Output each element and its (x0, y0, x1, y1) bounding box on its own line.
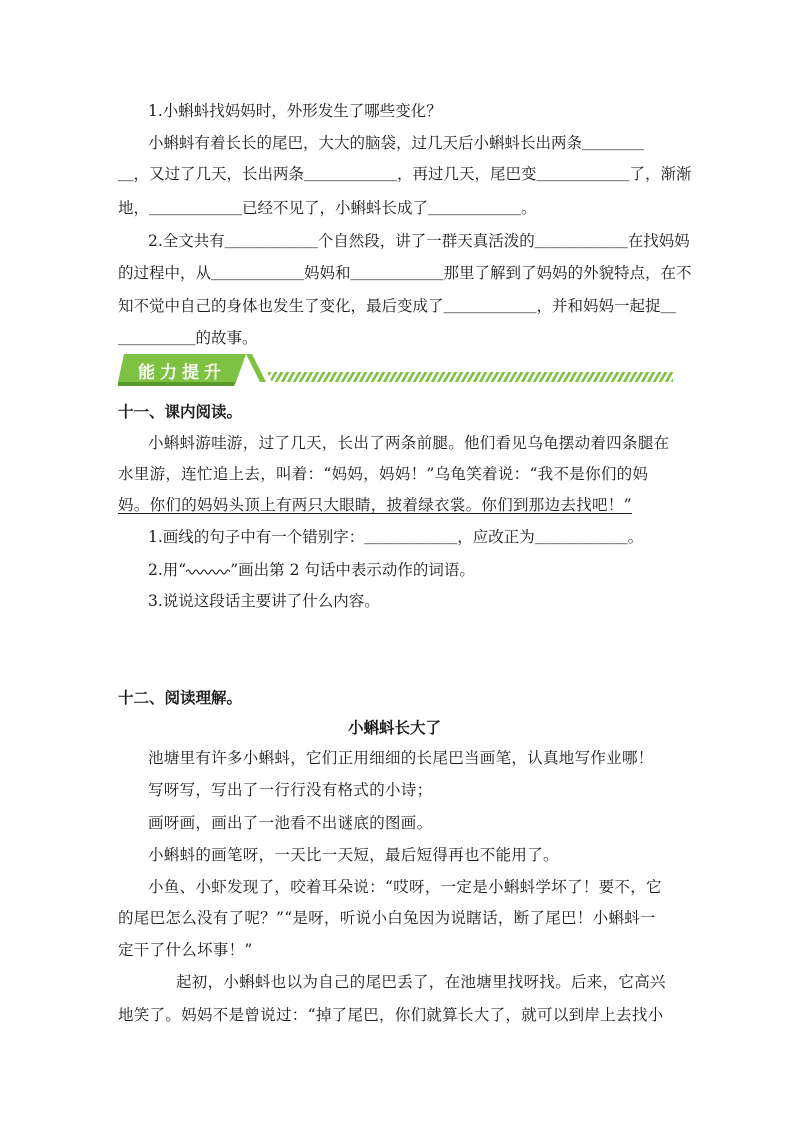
question-11-2-prefix: 2.用“ (148, 561, 187, 579)
answer-1-line-2: ＿，又过了几天，长出两条＿＿＿＿＿＿，再过几天，尾巴变＿＿＿＿＿＿了，渐渐 (118, 165, 692, 183)
passage-12-p2: 写呀写，写出了一行行没有格式的小诗； (148, 781, 433, 799)
question-2-line-1: 2.全文共有＿＿＿＿＿＿个自然段，讲了一群天真活泼的＿＿＿＿＿＿在找妈妈 (148, 232, 690, 250)
question-1: 1.小蝌蚪找妈妈时，外形发生了哪些变化？ (148, 102, 442, 120)
question-11-1: 1.画线的句子中有一个错别字：＿＿＿＿＿＿，应改正为＿＿＿＿＿＿。 (148, 528, 644, 546)
question-11-2 (148, 560, 475, 580)
section-12-heading: 十二、阅读理解。 (118, 689, 243, 707)
question-2-line-3: 知不觉中自己的身体也发生了变化，最后变成了＿＿＿＿＿＿，并和妈妈一起捉＿ (118, 297, 677, 315)
answer-1-line-1: 小蝌蚪有着长长的尾巴，大大的脑袋，过几天后小蝌蚪长出两条＿＿＿＿ (148, 134, 645, 152)
passage-12-p6-line-1: 起初，小蝌蚪也以为自己的尾巴丢了，在池塘里找呀找。后来，它高兴 (176, 973, 666, 991)
question-2-line-4: ＿＿＿＿＿的故事。 (118, 329, 258, 347)
passage-12-p3: 画呀画，画出了一池看不出谜底的图画。 (148, 814, 433, 832)
passage-12-p6-line-2: 地笑了。妈妈不是曾说过：“掉了尾巴，你们就算长大了，就可以到岸上去找小 (118, 1006, 664, 1024)
question-11-3: 3.说说这段话主要讲了什么内容。 (148, 592, 380, 610)
ability-banner (118, 352, 678, 388)
banner-label: 能力提升 (138, 363, 226, 383)
wavy-line-icon (186, 566, 230, 576)
passage-11-line-3-underlined: 妈。你们的妈妈头顶上有两只大眼睛，披着绿衣裳。你们到那边去找吧！” (118, 496, 632, 514)
question-2-line-2: 的过程中，从＿＿＿＿＿＿妈妈和＿＿＿＿＿＿那里了解到了妈妈的外貌特点，在不 (118, 264, 692, 282)
passage-11-line-2: 水里游，连忙追上去，叫着：“妈妈，妈妈！”乌龟笑着说：“我不是你们的妈 (118, 465, 649, 483)
passage-12-p4: 小蝌蚪的画笔呀，一天比一天短，最后短得再也不能用了。 (148, 846, 559, 864)
passage-11-line-1: 小蝌蚪游哇游，过了几天，长出了两条前腿。他们看见乌龟摆动着四条腿在 (148, 434, 670, 452)
passage-12-p5-line-2: 的尾巴怎么没有了呢？”“是呀，听说小白兔因为说瞎话，断了尾巴！小蝌蚪一 (118, 909, 656, 927)
section-11-heading: 十一、课内阅读。 (118, 403, 243, 421)
passage-12-p1: 池塘里有许多小蝌蚪，它们正用细细的长尾巴当画笔，认真地写作业哪！ (148, 749, 654, 767)
answer-1-line-3: 地，＿＿＿＿＿＿已经不见了，小蝌蚪长成了＿＿＿＿＿＿。 (118, 199, 537, 217)
passage-12-p5-line-1: 小鱼、小虾发现了，咬着耳朵说：“哎呀，一定是小蝌蚪学坏了！要不，它 (148, 878, 662, 896)
passage-title: 小蝌蚪长大了 (348, 719, 442, 737)
passage-12-p5-line-3: 定干了什么坏事！” (118, 941, 253, 959)
question-11-2-suffix: ”画出第 2 句话中表示动作的词语。 (230, 561, 475, 579)
